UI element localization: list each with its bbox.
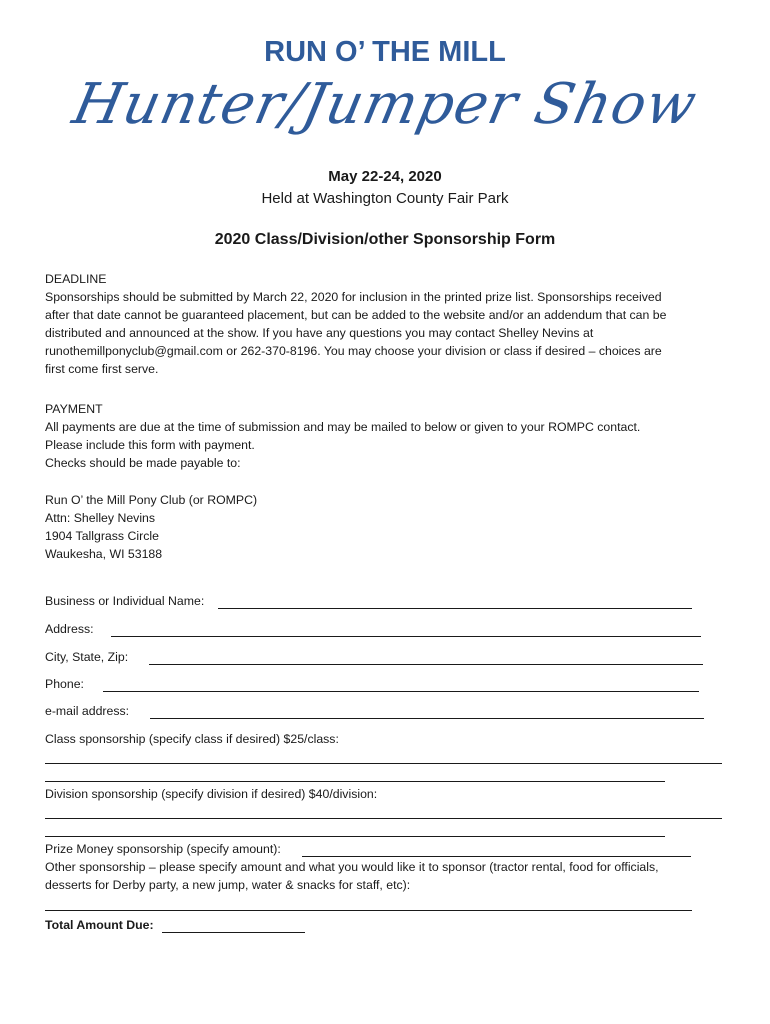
other-sponsorship-line[interactable]: [45, 910, 692, 911]
deadline-line: first come first serve.: [45, 362, 159, 376]
business-name-label: Business or Individual Name:: [45, 594, 205, 608]
total-amount-label: Total Amount Due:: [45, 918, 154, 932]
payment-line: Checks should be made payable to:: [45, 456, 241, 470]
address-line: Attn: Shelley Nevins: [45, 511, 156, 525]
deadline-line: runothemillponyclub@gmail.com or 262-370-8196. You may choose your division or class if desired – choices are: [45, 344, 662, 358]
class-sponsorship-label: Class sponsorship (specify class if desired) $25/class:: [45, 732, 339, 746]
show-dates: May 22-24, 2020: [328, 168, 442, 185]
address-line[interactable]: [111, 636, 701, 637]
other-sponsorship-label-cont: desserts for Derby party, a new jump, water & snacks for staff, etc):: [45, 878, 411, 892]
email-label: e-mail address:: [45, 704, 130, 718]
phone-label: Phone:: [45, 677, 84, 691]
deadline-line: Sponsorships should be submitted by March 22, 2020 for inclusion in the printed prize list. Sponsorships received: [45, 290, 662, 304]
total-amount-line[interactable]: [162, 932, 305, 933]
deadline-line: after that date cannot be guaranteed placement, but can be added to the website and/or an addendum that can be: [45, 308, 667, 322]
deadline-section: [45, 270, 735, 378]
show-venue: Held at Washington County Fair Park: [261, 190, 509, 207]
address-line: Run O’ the Mill Pony Club (or ROMPC): [45, 493, 258, 507]
deadline-heading: DEADLINE: [45, 272, 107, 286]
prize-money-label: Prize Money sponsorship (specify amount):: [45, 842, 281, 856]
payment-line: All payments are due at the time of submission and may be mailed to below or given to your ROMPC contact.: [45, 420, 641, 434]
division-sponsorship-line-1[interactable]: [45, 818, 722, 819]
address-line: Waukesha, WI 53188: [45, 547, 163, 561]
show-title: RUN O’ THE MILL: [264, 36, 506, 68]
email-line[interactable]: [150, 718, 704, 719]
prize-money-line[interactable]: [302, 856, 691, 857]
business-name-line[interactable]: [218, 608, 692, 609]
deadline-line: distributed and announced at the show. If you have any questions you may contact Shelley Nevins at: [45, 326, 594, 340]
class-sponsorship-line-1[interactable]: [45, 763, 722, 764]
city-state-zip-label: City, State, Zip:: [45, 650, 129, 664]
payment-line: Please include this form with payment.: [45, 438, 255, 452]
class-sponsorship-line-2[interactable]: [45, 781, 665, 782]
payment-heading: PAYMENT: [45, 402, 103, 416]
other-sponsorship-label: Other sponsorship – please specify amount and what you would like it to sponsor (tractor rental, food for officials,: [45, 860, 659, 874]
division-sponsorship-label: Division sponsorship (specify division if desired) $40/division:: [45, 787, 378, 801]
city-state-zip-line[interactable]: [149, 664, 703, 665]
division-sponsorship-line-2[interactable]: [45, 836, 665, 837]
address-label: Address:: [45, 622, 94, 636]
payment-section: [45, 400, 735, 472]
phone-line[interactable]: [103, 691, 699, 692]
show-subtitle-script: Hunter/Jumper Show: [67, 72, 703, 137]
mailing-address: [45, 491, 735, 563]
address-line: 1904 Tallgrass Circle: [45, 529, 159, 543]
form-title: 2020 Class/Division/other Sponsorship Form: [214, 231, 556, 248]
